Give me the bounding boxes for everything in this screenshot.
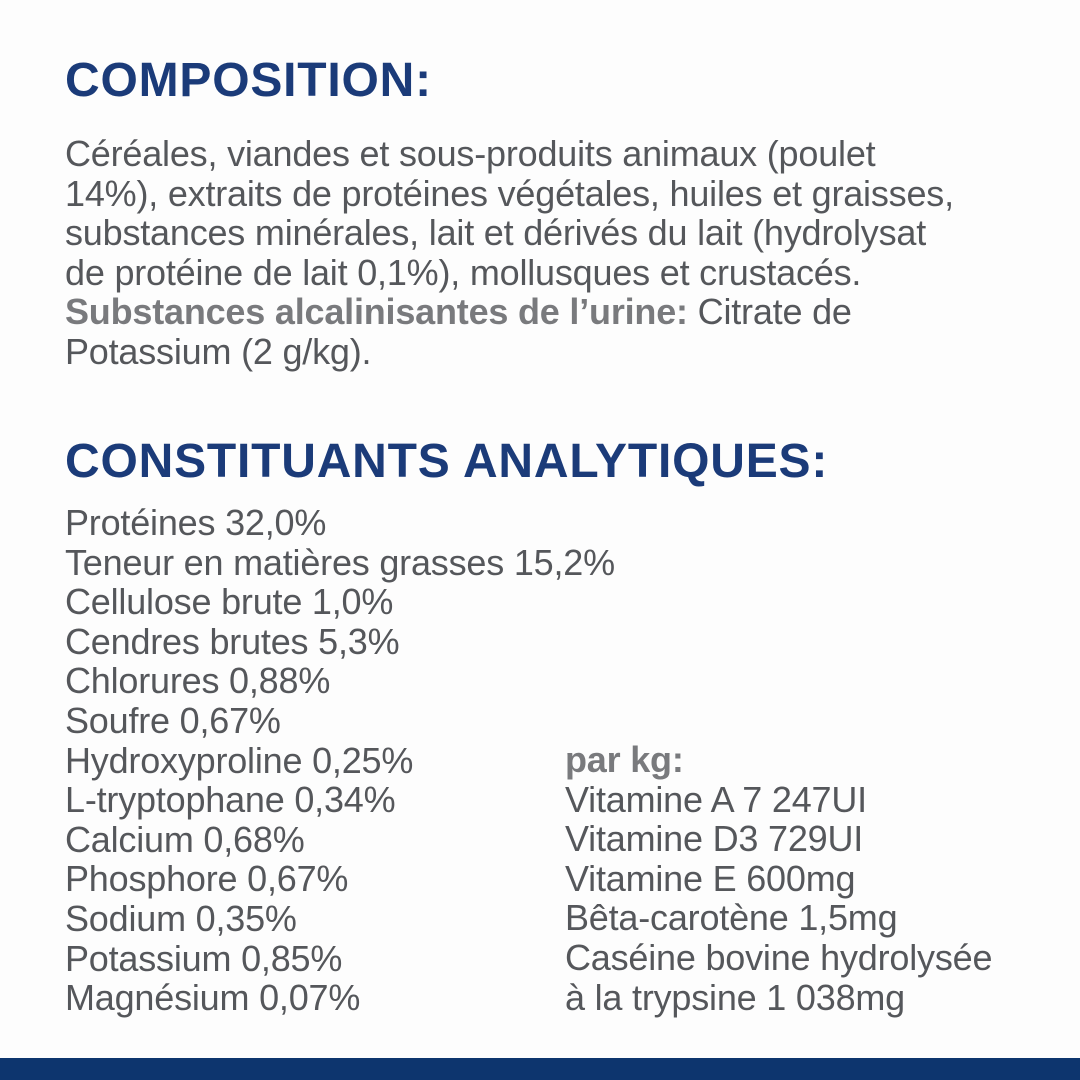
list-item-vitamine-a: Vitamine A 7 247UI <box>565 778 867 820</box>
list-item-phosphore: Phosphore 0,67% <box>65 858 349 900</box>
list-item-sodium: Sodium 0,35% <box>65 897 297 939</box>
per-kg-list <box>565 740 992 1017</box>
bottom-navy-bar <box>0 1058 1080 1080</box>
composition-paragraph <box>65 134 954 372</box>
list-item-proteines: Protéines 32,0% <box>65 502 327 543</box>
list-item-caseine-line2: à la trypsine 1 038mg <box>565 976 905 1018</box>
analytical-constituents-list <box>65 503 615 1018</box>
list-item-hydroxyproline: Hydroxyproline 0,25% <box>65 739 414 781</box>
analytical-constituents-heading: CONSTITUANTS ANALYTIQUES: <box>65 435 829 488</box>
list-item-chlorures: Chlorures 0,88% <box>65 660 331 702</box>
list-item-potassium: Potassium 0,85% <box>65 937 343 979</box>
composition-heading: COMPOSITION: <box>65 54 432 107</box>
list-item-vitamine-e: Vitamine E 600mg <box>565 857 856 899</box>
list-item-caseine-line1: Caséine bovine hydrolysée <box>565 936 993 978</box>
list-item-vitamine-d3: Vitamine D3 729UI <box>565 818 864 860</box>
list-item-calcium: Calcium 0,68% <box>65 818 305 860</box>
urine-alkalizing-label: Substances alcalinisantes de l’urine: <box>65 291 688 333</box>
list-item-l-tryptophane: L-tryptophane 0,34% <box>65 779 396 821</box>
composition-line-urine <box>65 292 954 332</box>
list-item-beta-carotene: Bêta-carotène 1,5mg <box>565 897 898 939</box>
composition-line: 14%), extraits de protéines végétales, huiles et graisses, <box>65 172 954 214</box>
list-item-cendres: Cendres brutes 5,3% <box>65 620 400 662</box>
composition-line: Potassium (2 g/kg). <box>65 330 372 372</box>
list-item-soufre: Soufre 0,67% <box>65 699 281 741</box>
list-item-matieres-grasses: Teneur en matières grasses 15,2% <box>65 541 615 583</box>
composition-line: Céréales, viandes et sous-produits animaux (poulet <box>65 133 876 174</box>
per-kg-label: par kg: <box>565 739 684 780</box>
urine-alkalizing-value: Citrate de <box>687 291 852 333</box>
composition-line: de protéine de lait 0,1%), mollusques et crustacés. <box>65 251 862 293</box>
composition-line: substances minérales, lait et dérivés du lait (hydrolysat <box>65 212 927 254</box>
list-item-magnesium: Magnésium 0,07% <box>65 977 361 1019</box>
list-item-cellulose: Cellulose brute 1,0% <box>65 581 394 623</box>
